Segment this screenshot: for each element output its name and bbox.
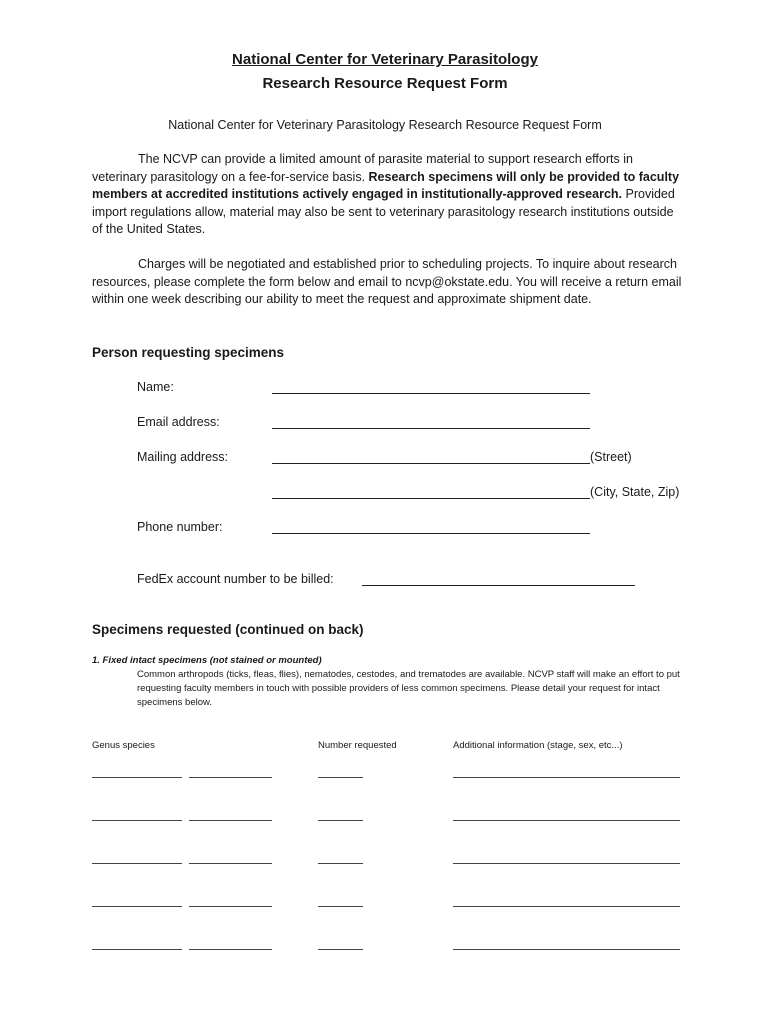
form-subtitle: National Center for Veterinary Parasitology Research Resource Request Form	[168, 118, 602, 132]
fedex-field[interactable]	[362, 585, 635, 586]
street-field[interactable]	[272, 463, 590, 464]
intro-paragraph-1	[92, 151, 682, 239]
intro-p2-text: Charges will be negotiated and established prior to scheduling projects. To inquire about research resources, please complete the form below and email to ncvp@okstate.edu. You will receive a return email within one week describing our ability to meet the request and approximate shipment date.	[92, 257, 682, 307]
page-title: National Center for Veterinary Parasitology	[232, 51, 538, 68]
phone-label: Phone number:	[137, 520, 223, 534]
number-blank-row-3[interactable]	[318, 863, 363, 864]
street-suffix: (Street)	[590, 450, 632, 464]
intro-p1-bold: Research specimens will only be provided to faculty members at accredited institutions actively engaged in institutionally-approved research.	[92, 169, 680, 202]
specimens-section-heading: Specimens requested (continued on back)	[92, 622, 364, 637]
intro-p1-start: The NCVP can provide a limited amount of parasite material to support research efforts in veterinary parasitology on a fee-for-service basis.	[92, 152, 633, 184]
intro-paragraph-2	[92, 256, 682, 309]
person-section-heading: Person requesting specimens	[92, 345, 285, 360]
additional-info-blank-row-1[interactable]	[453, 777, 680, 778]
fedex-label: FedEx account number to be billed:	[137, 572, 334, 586]
col-number-requested: Number requested	[318, 740, 397, 751]
city-suffix: (City, State, Zip)	[590, 485, 680, 499]
genus-blank-row-1[interactable]	[92, 777, 182, 778]
item1-heading: 1. Fixed intact specimens (not stained or mounted)	[92, 655, 322, 666]
number-blank-row-5[interactable]	[318, 949, 363, 950]
phone-field[interactable]	[272, 533, 590, 534]
species-blank-row-4[interactable]	[189, 906, 272, 907]
additional-info-blank-row-2[interactable]	[453, 820, 680, 821]
form-name: Research Resource Request Form	[262, 75, 508, 92]
species-blank-row-1[interactable]	[189, 777, 272, 778]
intro-p1-end: Provided import regulations allow, material may also be sent to veterinary parasitology research institutions outside of the United States.	[92, 187, 675, 237]
name-label: Name:	[137, 380, 174, 394]
genus-blank-row-2[interactable]	[92, 820, 182, 821]
email-field[interactable]	[272, 428, 590, 429]
genus-blank-row-3[interactable]	[92, 863, 182, 864]
mailing-label: Mailing address:	[137, 450, 229, 464]
name-field[interactable]	[272, 393, 590, 394]
email-label: Email address:	[137, 415, 220, 429]
species-blank-row-3[interactable]	[189, 863, 272, 864]
additional-info-blank-row-5[interactable]	[453, 949, 680, 950]
item1-description: Common arthropods (ticks, fleas, flies), nematodes, cestodes, and trematodes are available. NCVP staff will make an effort to put requesting faculty members in touch with possible providers of less common specimens. Please detail your request for intact specimens below.	[137, 669, 680, 708]
species-blank-row-2[interactable]	[189, 820, 272, 821]
number-blank-row-1[interactable]	[318, 777, 363, 778]
genus-blank-row-5[interactable]	[92, 949, 182, 950]
col-genus-species: Genus species	[92, 740, 155, 751]
additional-info-blank-row-3[interactable]	[453, 863, 680, 864]
number-blank-row-4[interactable]	[318, 906, 363, 907]
city-state-zip-field[interactable]	[272, 498, 590, 499]
genus-blank-row-4[interactable]	[92, 906, 182, 907]
col-additional-info: Additional information (stage, sex, etc...)	[453, 740, 623, 751]
additional-info-blank-row-4[interactable]	[453, 906, 680, 907]
number-blank-row-2[interactable]	[318, 820, 363, 821]
species-blank-row-5[interactable]	[189, 949, 272, 950]
